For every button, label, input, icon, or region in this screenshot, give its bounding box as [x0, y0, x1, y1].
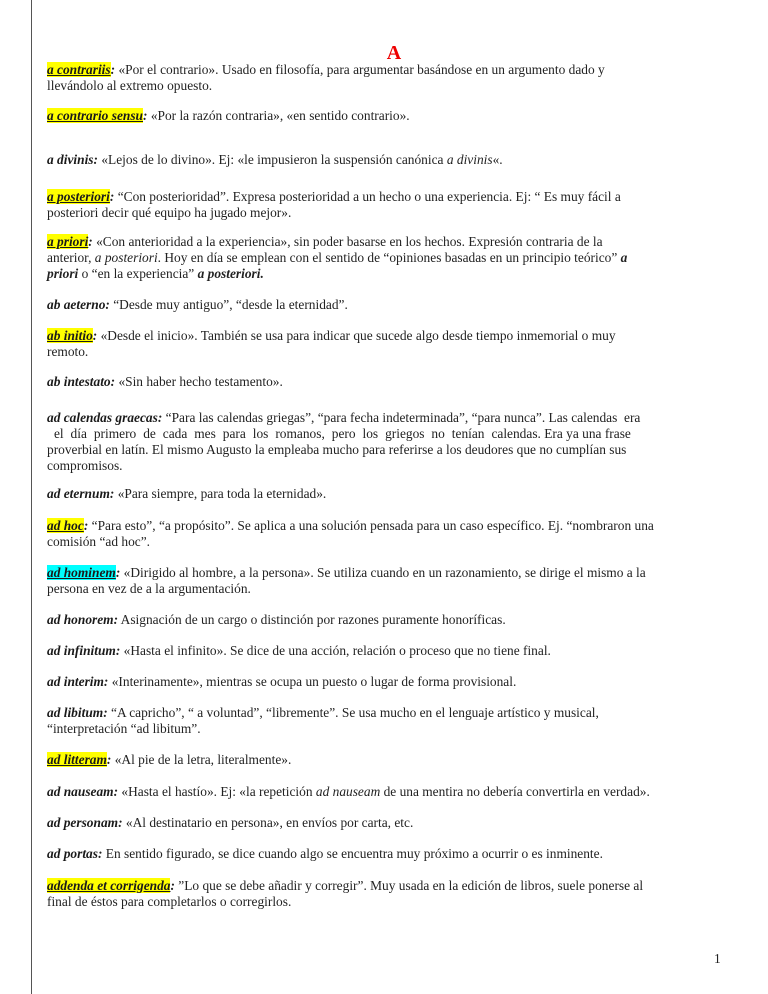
entry-a-contrariis: a contrariis: «Por el contrario». Usado en filosofía, para argumentar basándose en un argumento dado y	[47, 62, 605, 77]
entry-definition: «Dirigido al hombre, a la persona». Se utiliza cuando en un razonamiento, se dirige el mismo a la	[120, 565, 646, 580]
entry-term: ad libitum	[47, 705, 104, 720]
entry-definition-continued: anterior, a posteriori. Hoy en día se emplean con el sentido de “opiniones basadas en un principio teórico” a	[47, 250, 628, 265]
entry-term: ad nauseam	[47, 784, 114, 799]
entry-term: ad eternum	[47, 486, 110, 501]
entry-a-priori: a priori: «Con anterioridad a la experiencia», sin poder basarse en los hechos. Expresión contraria de la	[47, 234, 603, 249]
entry-definition: «Por el contrario». Usado en filosofía, para argumentar basándose en un argumento dado y	[115, 62, 605, 77]
entry-term: ab aeterno	[47, 297, 106, 312]
entry-definition-continued: el día primero de cada mes para los romanos, pero los griegos no tenían calendas. Era ya una frase	[47, 426, 631, 441]
entry-definition: “A capricho”, “ a voluntad”, “libremente”. Se usa mucho en el lenguaje artístico y musical,	[107, 705, 599, 720]
entry-definition-continued: posteriori decir qué equipo ha jugado mejor».	[47, 205, 292, 220]
entry-term: a contrariis	[47, 62, 111, 77]
entry-ad-eternum: ad eternum: «Para siempre, para toda la eternidad».	[47, 486, 327, 501]
entry-definition: En sentido figurado, se dice cuando algo se encuentra muy próximo a ocurrir o es inminente.	[102, 846, 603, 861]
entry-term: ad litteram	[47, 752, 107, 767]
entry-definition-continued: llevándolo al extremo opuesto.	[47, 78, 213, 93]
entry-definition-continued: persona en vez de a la argumentación.	[47, 581, 251, 596]
entry-term: ad personam	[47, 815, 119, 830]
entry-term: a priori	[47, 234, 89, 249]
entry-definition: «Desde el inicio». También se usa para indicar que sucede algo desde tiempo inmemorial o muy	[97, 328, 616, 343]
entry-term: a contrario sensu	[47, 108, 143, 123]
entry-ab-initio: ab initio: «Desde el inicio». También se usa para indicar que sucede algo desde tiempo inmemorial o muy	[47, 328, 616, 343]
entry-ad-hominem: ad hominem: «Dirigido al hombre, a la persona». Se utiliza cuando en un razonamiento, se dirige el mismo a la	[47, 565, 646, 580]
entry-term: ab initio	[47, 328, 93, 343]
entry-ad-portas: ad portas: En sentido figurado, se dice cuando algo se encuentra muy próximo a ocurrir o es inminente.	[47, 846, 603, 861]
entry-definition: «Para siempre, para toda la eternidad».	[114, 486, 327, 501]
entry-ad-calendas-graecas: ad calendas graecas: “Para las calendas griegas”, “para fecha indeterminada”, “para nunca”. Las calendas era	[47, 410, 641, 425]
page-margin-line	[31, 0, 32, 994]
entry-ad-honorem: ad honorem: Asignación de un cargo o distinción por razones puramente honoríficas.	[47, 612, 506, 627]
entry-term: ad infinitum	[47, 643, 116, 658]
entry-term: ad portas	[47, 846, 98, 861]
entry-definition: “Con posterioridad”. Expresa posterioridad a un hecho o una experiencia. Ej: “ Es muy fácil a	[114, 189, 621, 204]
entry-definition: «Al pie de la letra, literalmente».	[111, 752, 292, 767]
entry-term: ad calendas graecas	[47, 410, 158, 425]
entry-definition: «Con anterioridad a la experiencia», sin poder basarse en los hechos. Expresión contraria de la	[92, 234, 603, 249]
entry-term: a posteriori	[47, 189, 110, 204]
entry-definition: «Por la razón contraria», «en sentido contrario».	[147, 108, 410, 123]
entry-ad-libitum: ad libitum: “A capricho”, “ a voluntad”, “libremente”. Se usa mucho en el lenguaje artístico y musical,	[47, 705, 599, 720]
entry-ad-interim: ad interim: «Interinamente», mientras se ocupa un puesto o lugar de forma provisional.	[47, 674, 517, 689]
entry-a-contrario-sensu: a contrario sensu: «Por la razón contraria», «en sentido contrario».	[47, 108, 410, 123]
entry-a-posteriori: a posteriori: “Con posterioridad”. Expresa posterioridad a un hecho o una experiencia. Ej: “ Es muy fácil a	[47, 189, 621, 204]
entry-term: ad honorem	[47, 612, 114, 627]
entry-definition: «Al destinatario en persona», en envíos por carta, etc.	[122, 815, 414, 830]
entry-ab-intestato: ab intestato: «Sin haber hecho testamento».	[47, 374, 283, 389]
entry-term: ad hominem	[47, 565, 116, 580]
entry-ab-aeterno: ab aeterno: “Desde muy antiguo”, “desde la eternidad”.	[47, 297, 348, 312]
entry-definition: «Hasta el hastío». Ej: «la repetición	[118, 784, 316, 799]
entry-ad-nauseam: ad nauseam: «Hasta el hastío». Ej: «la repetición ad nauseam de una mentira no debería convertirla en verdad».	[47, 784, 650, 799]
section-heading-letter: A	[386, 42, 402, 64]
entry-definition: “Desde muy antiguo”, “desde la eternidad”.	[109, 297, 348, 312]
entry-definition-continued: priori o “en la experiencia” a posteriori.	[47, 266, 264, 281]
entry-definition: ”Lo que se debe añadir y corregir”. Muy usada en la edición de libros, suele ponerse al	[174, 878, 644, 893]
entry-definition: «Sin haber hecho testamento».	[115, 374, 283, 389]
entry-ad-infinitum: ad infinitum: «Hasta el infinito». Se dice de una acción, relación o proceso que no tiene final.	[47, 643, 551, 658]
entry-definition-continued: compromisos.	[47, 458, 123, 473]
entry-definition-continued: “interpretación “ad libitum”.	[47, 721, 201, 736]
entry-definition: «Hasta el infinito». Se dice de una acción, relación o proceso que no tiene final.	[120, 643, 551, 658]
entry-definition-continued: comisión “ad hoc”.	[47, 534, 150, 549]
entry-ad-litteram: ad litteram: «Al pie de la letra, literalmente».	[47, 752, 292, 767]
entry-term: ad interim	[47, 674, 104, 689]
entry-ad-personam: ad personam: «Al destinatario en persona», en envíos por carta, etc.	[47, 815, 414, 830]
entry-term: ab intestato	[47, 374, 111, 389]
page-number: 1	[714, 951, 721, 966]
entry-addenda-et-corrigenda: addenda et corrigenda: ”Lo que se debe añadir y corregir”. Muy usada en la edición de libros, suele ponerse al	[47, 878, 644, 893]
entry-definition: Asignación de un cargo o distinción por razones puramente honoríficas.	[118, 612, 506, 627]
entry-definition: “Para las calendas griegas”, “para fecha indeterminada”, “para nunca”. Las calendas era	[162, 410, 641, 425]
entry-term: ad hoc	[47, 518, 84, 533]
entry-term: a divinis	[47, 152, 94, 167]
entry-definition-continued: final de éstos para completarlos o corregirlos.	[47, 894, 292, 909]
entry-definition-continued: remoto.	[47, 344, 89, 359]
entry-term: addenda et corrigenda	[47, 878, 171, 893]
entry-ad-hoc: ad hoc: “Para esto”, “a propósito”. Se aplica a una solución pensada para un caso específico. Ej. “nombraron una	[47, 518, 654, 533]
entry-definition-continued: proverbial en latín. El mismo Augusto la empleaba mucho para referirse a los deudores que no cumplían sus	[47, 442, 627, 457]
entry-definition: «Lejos de lo divino». Ej: «le impusieron la suspensión canónica	[97, 152, 447, 167]
entry-definition: “Para esto”, “a propósito”. Se aplica a una solución pensada para un caso específico. Ej. “nombraron una	[88, 518, 654, 533]
entry-definition: «Interinamente», mientras se ocupa un puesto o lugar de forma provisional.	[108, 674, 517, 689]
entry-a-divinis: a divinis: «Lejos de lo divino». Ej: «le impusieron la suspensión canónica a divinis«.	[47, 152, 503, 167]
